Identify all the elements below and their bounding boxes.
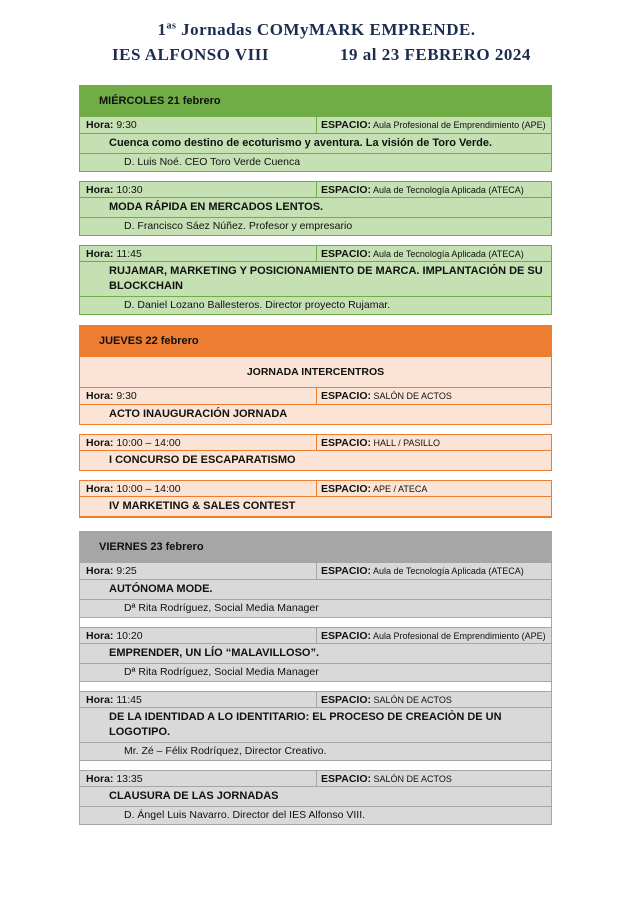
session-title: EMPRENDER, UN LÍO “MALAVILLOSO”.: [79, 644, 552, 664]
hora-label: Hora:: [86, 248, 114, 260]
session-space: Aula de Tecnología Aplicada (ATECA): [370, 566, 524, 576]
espacio-label: ESPACIO:: [321, 483, 371, 495]
hora-label: Hora:: [86, 565, 114, 577]
session-title: DE LA IDENTIDAD A LO IDENTITARIO: EL PROCESO DE CREACIÒN DE UN LOGOTIPO.: [79, 708, 552, 743]
espacio-label: ESPACIO:: [321, 773, 371, 785]
session-space: SALÓN DE ACTOS: [370, 391, 452, 401]
session-title: CLAUSURA DE LAS JORNADAS: [79, 787, 552, 807]
session-title: IV MARKETING & SALES CONTEST: [79, 497, 552, 518]
session-space: Aula Profesional de Emprendimiento (APE): [370, 631, 546, 641]
separator: [79, 682, 552, 691]
session-space: Aula de Tecnología Aplicada (ATECA): [370, 249, 524, 259]
session-time: 9:30: [113, 390, 137, 402]
day-title: JUEVES 22 febrero: [79, 325, 552, 357]
session-time: 9:25: [113, 565, 137, 577]
event-dates: 19 al 23 FEBRERO 2024: [340, 45, 531, 64]
hora-label: Hora:: [86, 437, 114, 449]
session-time: 10:20: [113, 630, 143, 642]
session-speaker: Dª Rita Rodríguez, Social Media Manager: [79, 600, 552, 618]
espacio-label: ESPACIO:: [321, 248, 371, 260]
day-title: MIÉRCOLES 21 febrero: [79, 85, 552, 117]
hora-label: Hora:: [86, 773, 114, 785]
session-space: Aula Profesional de Emprendimiento (APE): [370, 120, 546, 130]
espacio-label: ESPACIO:: [321, 694, 371, 706]
session-time: 9:30: [113, 119, 137, 131]
session-space: SALÓN DE ACTOS: [370, 695, 452, 705]
hora-label: Hora:: [86, 119, 114, 131]
session-speaker: D. Francisco Sáez Núñez. Profesor y empresario: [79, 218, 552, 236]
day-block-friday: [79, 531, 552, 825]
espacio-label: ESPACIO:: [321, 437, 371, 449]
session-info-row: [79, 480, 552, 497]
session-info-row: [79, 563, 552, 580]
session-info-row: [79, 434, 552, 451]
hora-label: Hora:: [86, 184, 114, 196]
session-speaker: D. Daniel Lozano Ballesteros. Director proyecto Rujamar.: [79, 297, 552, 315]
document-title: $1^{as}$ Jornadas COMyMARK EMPRENDE.: [157, 20, 476, 39]
session-title: ACTO INAUGURACIÓN JORNADA: [79, 405, 552, 425]
session-info-row: [79, 245, 552, 262]
session-speaker: D. Ángel Luis Navarro. Director del IES Alfonso VIII.: [79, 807, 552, 825]
hora-label: Hora:: [86, 390, 114, 402]
session-time: 10:00 – 14:00: [113, 483, 181, 495]
session-info-row: [79, 388, 552, 405]
session-space: APE / ATECA: [370, 484, 428, 494]
session-speaker: Mr. Zé – Félix Rodríquez, Director Creativo.: [79, 743, 552, 761]
session-title: AUTÓNOMA MODE.: [79, 580, 552, 600]
separator: [79, 236, 552, 245]
session-title: MODA RÁPIDA EN MERCADOS LENTOS.: [79, 198, 552, 218]
session-speaker: Dª Rita Rodríguez, Social Media Manager: [79, 664, 552, 682]
hora-label: Hora:: [86, 630, 114, 642]
session-time: 11:45: [113, 248, 142, 260]
session-time: 10:00 – 14:00: [113, 437, 181, 449]
separator: [79, 172, 552, 181]
espacio-label: ESPACIO:: [321, 565, 371, 577]
espacio-label: ESPACIO:: [321, 390, 371, 402]
session-time: 10:30: [113, 184, 143, 196]
session-time: 13:35: [113, 773, 143, 785]
intercentros-banner: JORNADA INTERCENTROS: [79, 357, 552, 388]
session-info-row: [79, 181, 552, 198]
session-title: Cuenca como destino de ecoturismo y aventura. La visión de Toro Verde.: [79, 134, 552, 154]
session-title: I CONCURSO DE ESCAPARATISMO: [79, 451, 552, 471]
session-info-row: [79, 117, 552, 134]
espacio-label: ESPACIO:: [321, 184, 371, 196]
session-info-row: [79, 627, 552, 644]
session-speaker: D. Luis Noé. CEO Toro Verde Cuenca: [79, 154, 552, 172]
school-name: IES ALFONSO VIII: [112, 45, 269, 64]
hora-label: Hora:: [86, 483, 114, 495]
hora-label: Hora:: [86, 694, 114, 706]
separator: [79, 471, 552, 480]
day-block-thursday: [79, 325, 552, 518]
session-title: RUJAMAR, MARKETING Y POSICIONAMIENTO DE MARCA. IMPLANTACIÓN DE SU BLOCKCHAIN: [79, 262, 552, 297]
session-time: 11:45: [113, 694, 142, 706]
day-block-wednesday: [79, 85, 552, 315]
espacio-label: ESPACIO:: [321, 119, 371, 131]
session-space: HALL / PASILLO: [370, 438, 441, 448]
session-space: Aula de Tecnología Aplicada (ATECA): [370, 185, 524, 195]
session-info-row: [79, 770, 552, 787]
separator: [79, 425, 552, 434]
espacio-label: ESPACIO:: [321, 630, 371, 642]
day-title: VIERNES 23 febrero: [79, 531, 552, 563]
session-space: SALÓN DE ACTOS: [370, 774, 452, 784]
separator: [79, 761, 552, 770]
separator: [79, 618, 552, 627]
session-info-row: [79, 691, 552, 708]
